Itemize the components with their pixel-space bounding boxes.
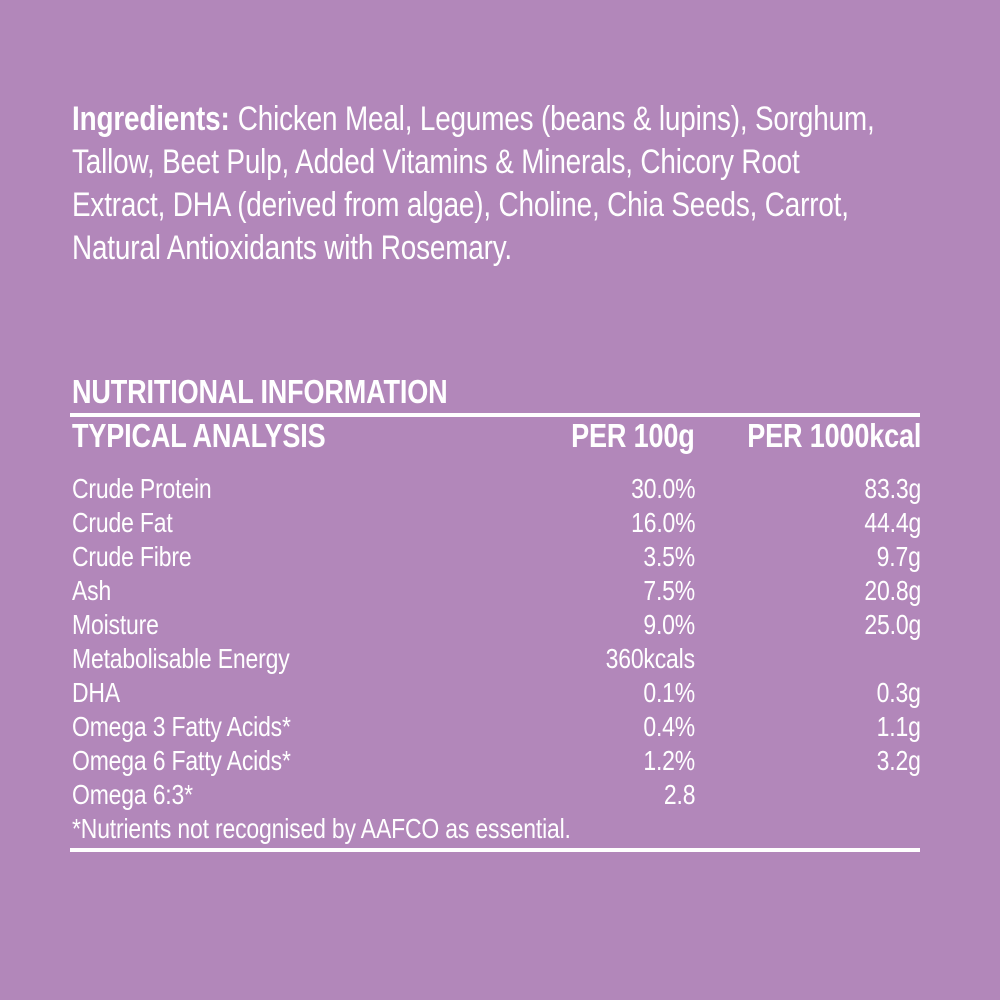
ingredients-heading: Ingredients: [72, 100, 230, 138]
table-row [72, 642, 921, 676]
nutrient-name: Crude Protein [72, 473, 212, 504]
value-per-100g: 0.1% [643, 677, 695, 708]
table-row [72, 744, 921, 778]
value-per-1000kcal: 20.8g [864, 575, 921, 606]
table-header-per-1000kcal: PER 1000kcal [746, 417, 921, 454]
table-row [72, 506, 921, 540]
nutrient-name: Crude Fat [72, 507, 173, 538]
value-per-1000kcal: 83.3g [864, 473, 921, 504]
value-per-1000kcal: 1.1g [876, 711, 921, 742]
typical-analysis-table [72, 472, 921, 812]
nutrient-name: Ash [72, 575, 112, 606]
value-per-1000kcal: 44.4g [864, 507, 921, 538]
nutrient-name: Metabolisable Energy [72, 643, 290, 674]
value-per-1000kcal: 0.3g [876, 677, 921, 708]
value-per-100g: 30.0% [630, 473, 695, 504]
value-per-1000kcal: 25.0g [864, 609, 921, 640]
value-per-100g: 0.4% [643, 711, 695, 742]
nutrient-name: Omega 6 Fatty Acids* [72, 745, 291, 776]
table-header-analysis: TYPICAL ANALYSIS [72, 417, 326, 454]
aafco-footnote: *Nutrients not recognised by AAFCO as essential. [72, 813, 571, 844]
table-row [72, 540, 921, 574]
value-per-100g: 3.5% [643, 541, 695, 572]
value-per-1000kcal: 3.2g [876, 745, 921, 776]
table-row [72, 710, 921, 744]
value-per-100g: 360kcals [605, 643, 695, 674]
value-per-100g: 9.0% [643, 609, 695, 640]
value-per-100g: 7.5% [643, 575, 695, 606]
table-header-row [72, 419, 921, 452]
table-row [72, 472, 921, 506]
table-row [72, 778, 921, 812]
ingredients-line: Natural Antioxidants with Rosemary. [72, 229, 513, 267]
nutrient-name: DHA [72, 677, 120, 708]
value-per-1000kcal [695, 642, 921, 676]
nutrient-name: Moisture [72, 609, 159, 640]
ingredients-line-text: Chicken Meal, Legumes (beans & lupins), Sorghum, [237, 100, 875, 138]
nutrient-name: Crude Fibre [72, 541, 192, 572]
ingredients-paragraph [72, 98, 972, 270]
table-row [72, 676, 921, 710]
value-per-100g: 2.8 [663, 779, 695, 810]
ingredients-line: Extract, DHA (derived from algae), Choline, Chia Seeds, Carrot, [72, 186, 849, 224]
bottom-divider-rule [70, 848, 920, 852]
ingredients-line: Tallow, Beet Pulp, Added Vitamins & Minerals, Chicory Root [72, 143, 800, 181]
nutritional-information-title: NUTRITIONAL INFORMATION [72, 373, 448, 410]
nutrient-name: Omega 6:3* [72, 779, 193, 810]
nutrient-name: Omega 3 Fatty Acids* [72, 711, 291, 742]
table-header-per-100g: PER 100g [571, 417, 695, 454]
ingredients-line [72, 98, 875, 141]
value-per-100g: 16.0% [630, 507, 695, 538]
table-row [72, 608, 921, 642]
table-row [72, 574, 921, 608]
value-per-1000kcal [695, 778, 921, 812]
value-per-100g: 1.2% [643, 745, 695, 776]
value-per-1000kcal: 9.7g [876, 541, 921, 572]
